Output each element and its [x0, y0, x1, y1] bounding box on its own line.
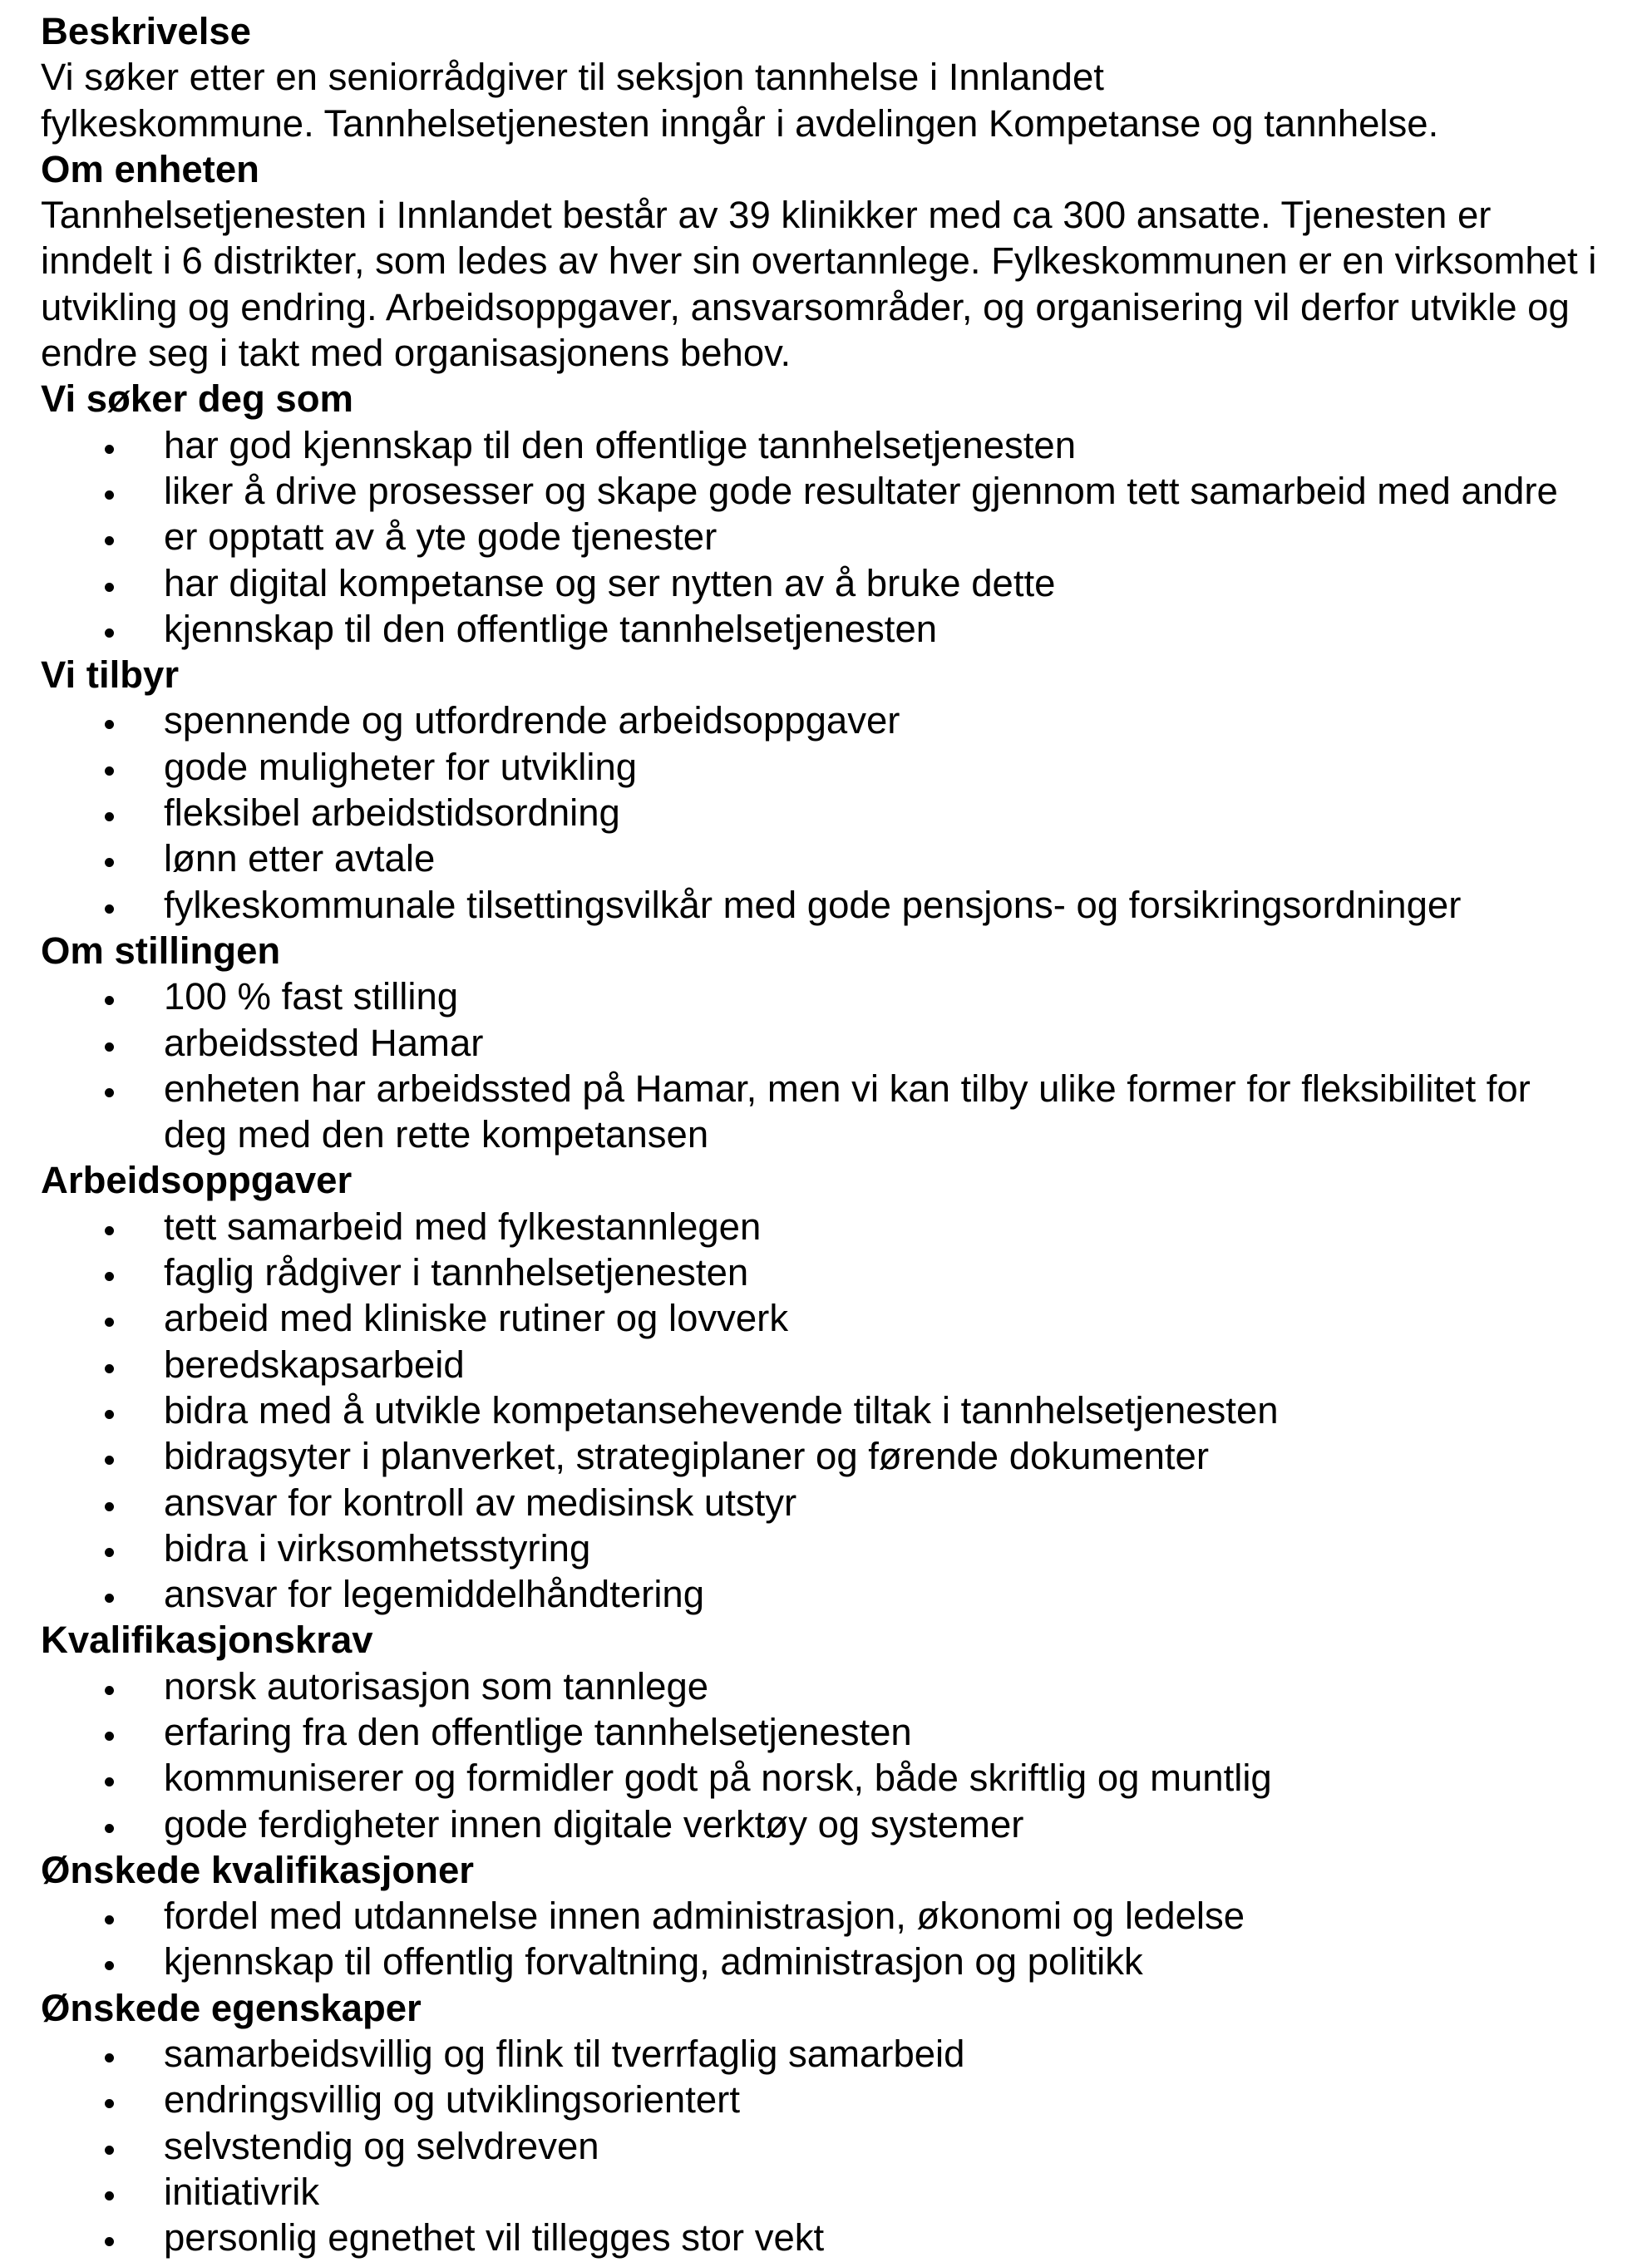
- list-item: fylkeskommunale tilsettingsvilkår med gode pensjons- og forsikringsordninger: [164, 882, 1652, 928]
- list-item: bidra i virksomhetsstyring: [164, 1525, 1652, 1571]
- section-onskede-kvalifikasjoner: [41, 1847, 1652, 1985]
- section-onskede-egenskaper: [41, 1985, 1652, 2261]
- paragraph-line: fylkeskommune. Tannhelsetjenesten inngår i avdelingen Kompetanse og tannhelse.: [41, 101, 1439, 145]
- section-vi-soker-deg-som: [41, 376, 1652, 652]
- list-item: kommuniserer og formidler godt på norsk, både skriftlig og muntlig: [164, 1755, 1652, 1801]
- list-item: kjennskap til den offentlige tannhelsetjenesten: [164, 606, 1652, 652]
- section-heading: Om stillingen: [41, 929, 281, 972]
- list-item: ansvar for kontroll av medisinsk utstyr: [164, 1480, 1652, 1525]
- section-arbeidsoppgaver: [41, 1157, 1652, 1617]
- list-item: 100 % fast stilling: [164, 973, 1652, 1019]
- list-item: tett samarbeid med fylkestannlegen: [164, 1204, 1652, 1249]
- section-heading: Arbeidsoppgaver: [41, 1159, 353, 1202]
- bullet-list: [41, 1204, 1652, 1618]
- list-item: gode muligheter for utvikling: [164, 744, 1652, 790]
- paragraph-line: endre seg i takt med organisasjonens behov.: [41, 332, 791, 375]
- section-vi-tilbyr: [41, 652, 1652, 928]
- bullet-list: [41, 1663, 1652, 1847]
- list-item: har god kjennskap til den offentlige tannhelsetjenesten: [164, 422, 1652, 468]
- section-heading: Vi tilbyr: [41, 653, 180, 697]
- list-item: selvstendig og selvdreven: [164, 2123, 1652, 2169]
- list-item: lønn etter avtale: [164, 835, 1652, 881]
- section-kvalifikasjonskrav: [41, 1617, 1652, 1846]
- list-item: beredskapsarbeid: [164, 1342, 1652, 1387]
- list-item: arbeidssted Hamar: [164, 1020, 1652, 1066]
- bullet-list: [41, 2031, 1652, 2260]
- paragraph-line: utvikling og endring. Arbeidsoppgaver, ansvarsområder, og organisering vil derfor utvikle og: [41, 285, 1570, 328]
- bullet-list: [41, 697, 1652, 927]
- bullet-list: [41, 1893, 1652, 1985]
- list-item: har digital kompetanse og ser nytten av å bruke dette: [164, 560, 1652, 606]
- paragraph-line: Vi søker etter en seniorrådgiver til seksjon tannhelse i Innlandet: [41, 56, 1104, 99]
- list-item: enheten har arbeidssted på Hamar, men vi kan tilby ulike former for fleksibilitet for deg med den rette kompetansen: [164, 1066, 1577, 1158]
- list-item: erfaring fra den offentlige tannhelsetjenesten: [164, 1709, 1652, 1755]
- list-item: bidra med å utvikle kompetansehevende tiltak i tannhelsetjenesten: [164, 1387, 1652, 1433]
- list-item: endringsvillig og utviklingsorientert: [164, 2077, 1652, 2122]
- section-heading: Ønskede egenskaper: [41, 1986, 422, 2029]
- list-item: initiativrik: [164, 2169, 1652, 2215]
- bullet-list: [41, 973, 1652, 1157]
- list-item: fleksibel arbeidstidsordning: [164, 790, 1652, 835]
- list-item: samarbeidsvillig og flink til tverrfaglig samarbeid: [164, 2031, 1652, 2077]
- list-item: fordel med utdannelse innen administrasjon, økonomi og ledelse: [164, 1893, 1652, 1939]
- list-item: norsk autorisasjon som tannlege: [164, 1663, 1652, 1709]
- list-item: personlig egnethet vil tillegges stor vekt: [164, 2215, 1652, 2260]
- section-om-stillingen: [41, 928, 1652, 1157]
- section-beskrivelse: [41, 8, 1652, 146]
- bullet-list: [41, 422, 1652, 652]
- list-item: liker å drive prosesser og skape gode resultater gjennom tett samarbeid med andre: [164, 468, 1652, 514]
- section-heading: Kvalifikasjonskrav: [41, 1619, 373, 1662]
- section-heading: Vi søker deg som: [41, 377, 353, 421]
- section-heading: Ønskede kvalifikasjoner: [41, 1848, 474, 1891]
- section-om-enheten: [41, 146, 1652, 376]
- list-item: er opptatt av å yte gode tjenester: [164, 514, 1652, 559]
- list-item: bidragsyter i planverket, strategiplaner og førende dokumenter: [164, 1433, 1652, 1479]
- list-item: faglig rådgiver i tannhelsetjenesten: [164, 1249, 1652, 1295]
- list-item: kjennskap til offentlig forvaltning, administrasjon og politikk: [164, 1939, 1652, 1984]
- section-heading: Om enheten: [41, 147, 259, 190]
- list-item: spennende og utfordrende arbeidsoppgaver: [164, 697, 1652, 743]
- list-item: gode ferdigheter innen digitale verktøy og systemer: [164, 1801, 1652, 1847]
- list-item: ansvar for legemiddelhåndtering: [164, 1571, 1652, 1617]
- list-item: arbeid med kliniske rutiner og lovverk: [164, 1295, 1652, 1341]
- paragraph-line: Tannhelsetjenesten i Innlandet består av 39 klinikker med ca 300 ansatte. Tjenesten er: [41, 194, 1492, 237]
- section-heading: Beskrivelse: [41, 10, 251, 52]
- paragraph-line: inndelt i 6 distrikter, som ledes av hver sin overtannlege. Fylkeskommunen er en virksomhet i: [41, 239, 1597, 283]
